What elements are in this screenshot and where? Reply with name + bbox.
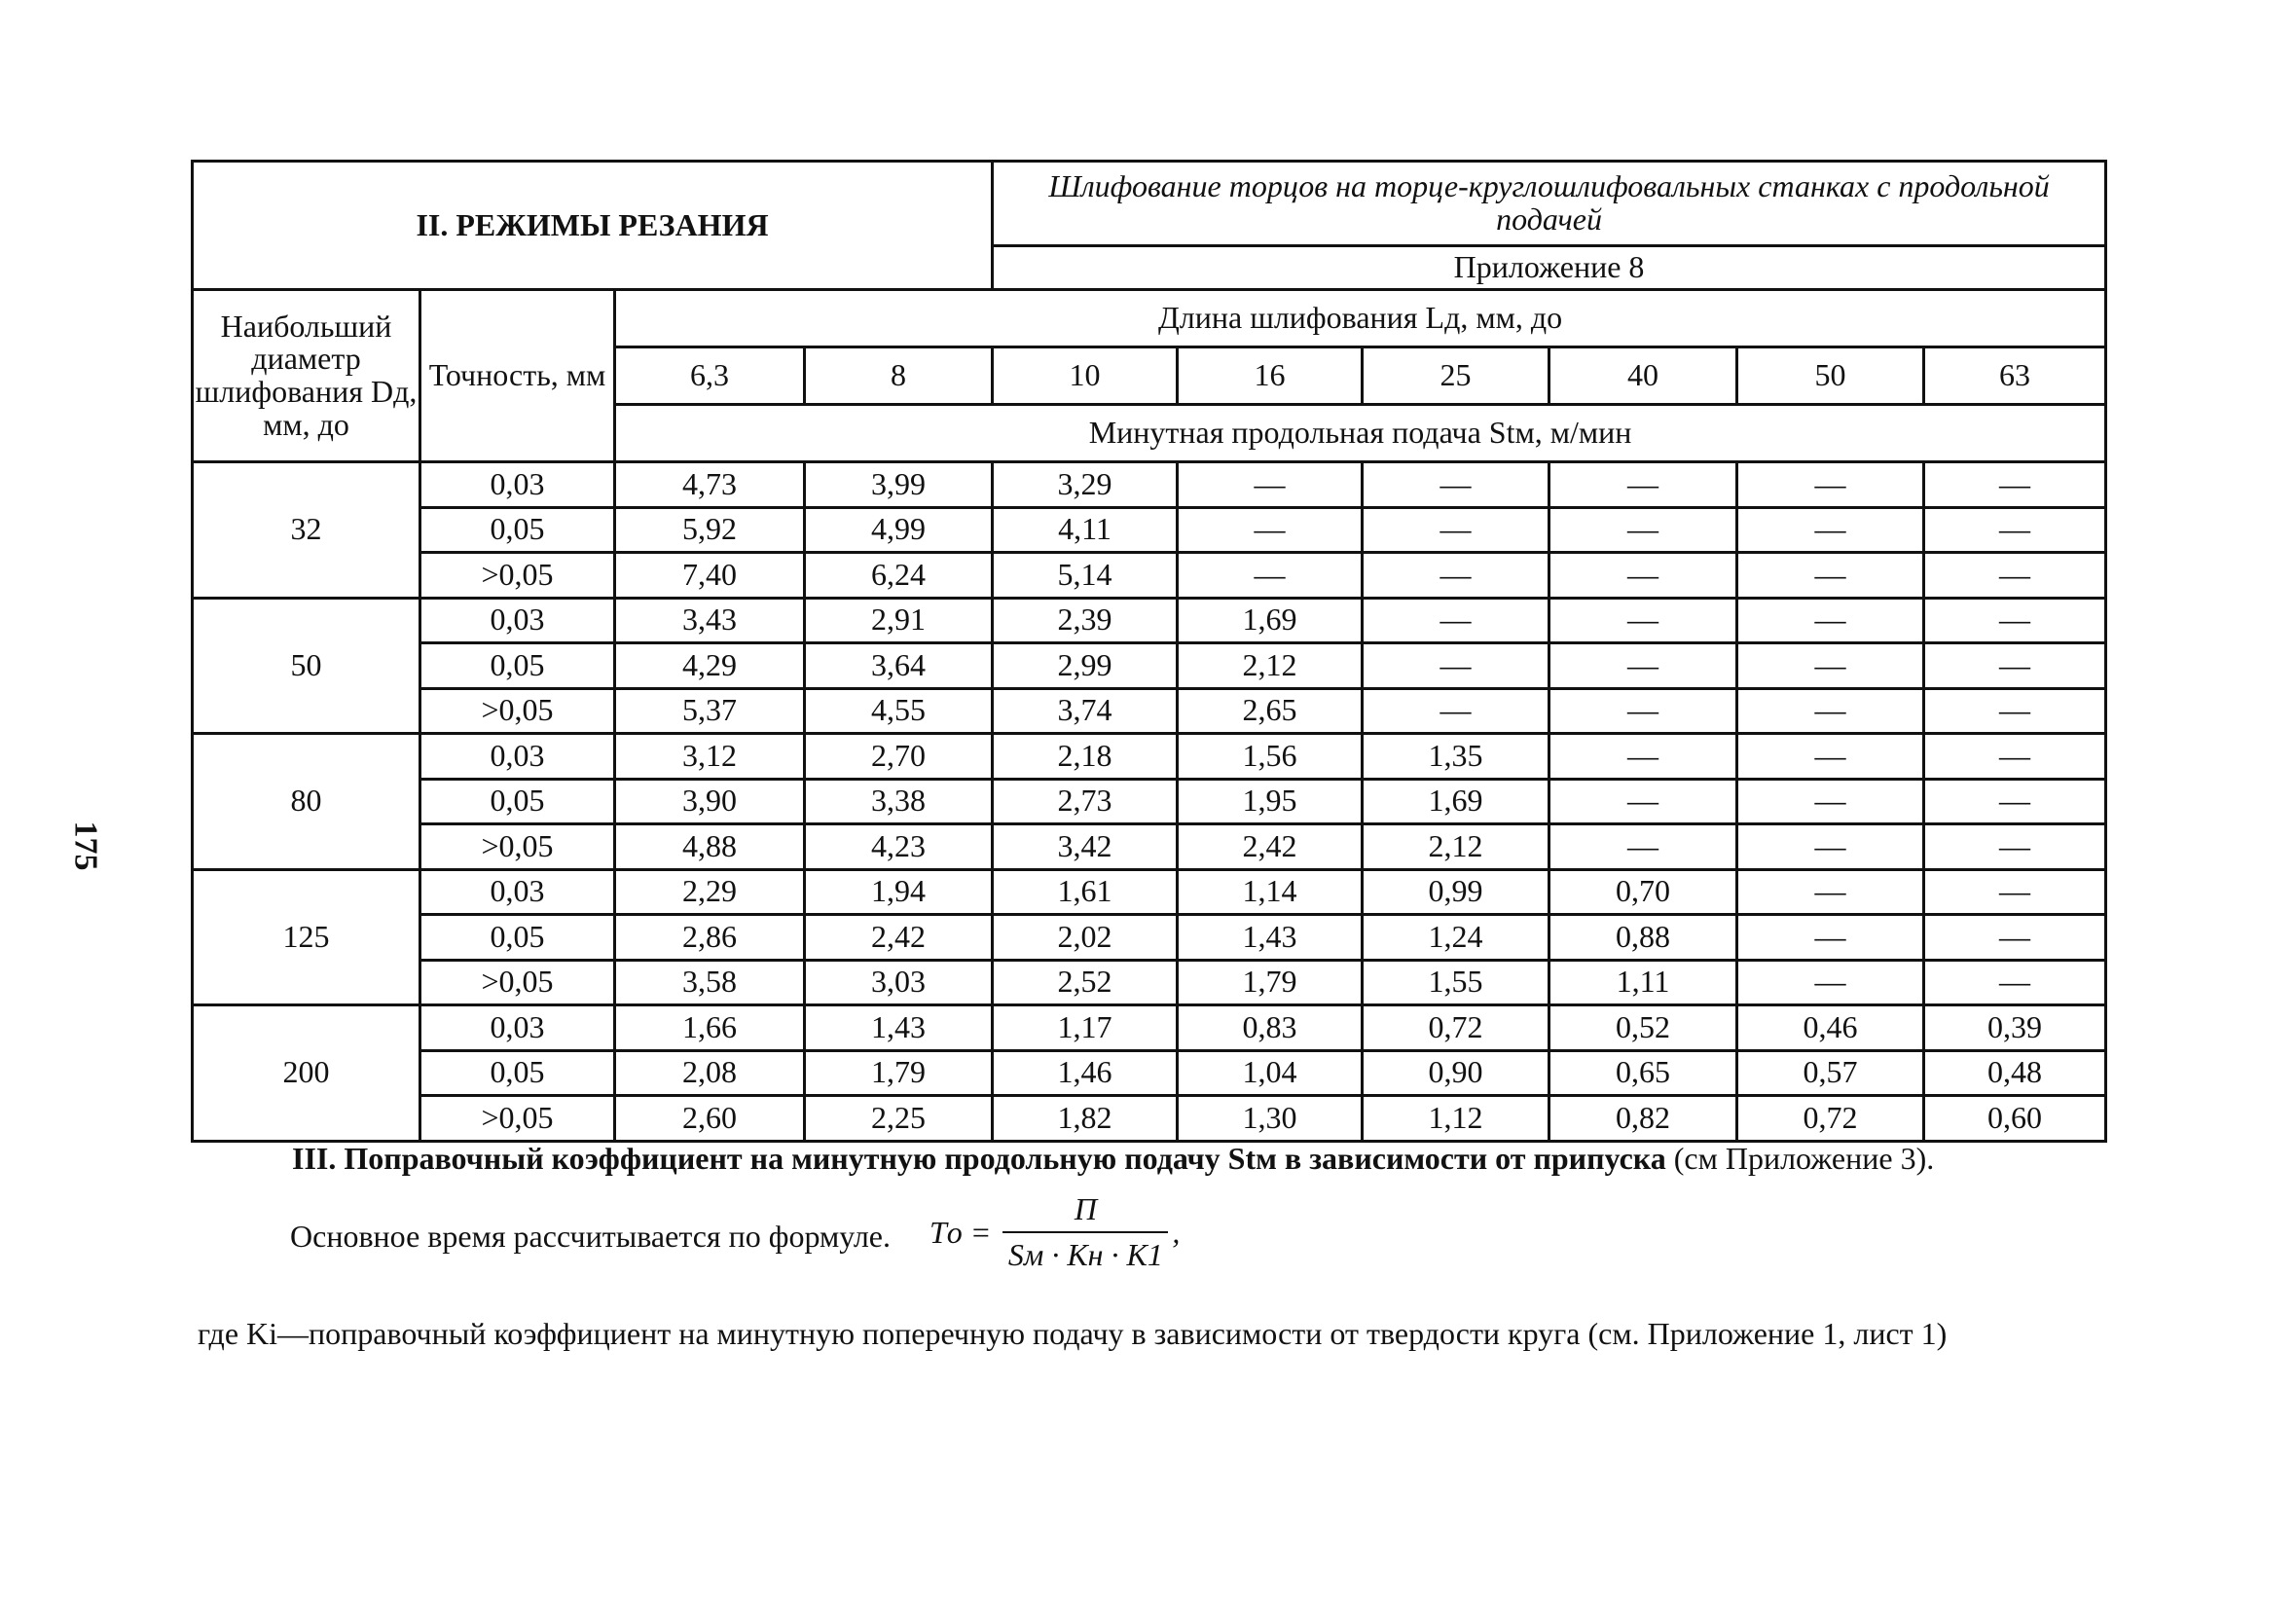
feed-value-cell: 0,99 — [1363, 869, 1549, 915]
feed-value-cell: 1,04 — [1178, 1050, 1363, 1096]
feed-value-cell: 1,61 — [993, 869, 1178, 915]
feed-value-cell: — — [1737, 688, 1924, 734]
time-formula — [929, 1191, 1180, 1273]
table-subject: Шлифование торцов на торце-круглошлифовальных станках с продольной подачей — [993, 162, 2106, 246]
feed-value-cell: — — [1549, 734, 1737, 780]
feed-value-cell: — — [1363, 643, 1549, 689]
feed-value-cell: — — [1549, 643, 1737, 689]
length-value: 10 — [993, 347, 1178, 405]
feed-value-cell: — — [1549, 824, 1737, 870]
feed-value-cell: 2,42 — [805, 915, 993, 961]
feed-value-cell: — — [1924, 598, 2106, 643]
feed-value-cell: 3,38 — [805, 779, 993, 824]
ki-note: где Ki—поправочный коэффициент на минутную поперечную подачу в зависимости от твердости круга (см. Приложение 1, лист 1) — [198, 1316, 1948, 1351]
feed-value-cell: — — [1924, 553, 2106, 599]
table-row — [193, 507, 2106, 553]
feed-value-cell: 5,92 — [615, 507, 805, 553]
accuracy-cell: 0,05 — [420, 643, 615, 689]
accuracy-cell: 0,05 — [420, 779, 615, 824]
feed-value-cell: 5,14 — [993, 553, 1178, 599]
feed-value-cell: 0,72 — [1363, 1005, 1549, 1051]
feed-value-cell: 2,25 — [805, 1096, 993, 1142]
formula-denominator: Sм · Kн · K1 — [1007, 1237, 1163, 1272]
feed-value-cell: 2,12 — [1363, 824, 1549, 870]
feed-value-cell: — — [1178, 553, 1363, 599]
feed-value-cell: — — [1924, 688, 2106, 734]
table-row — [193, 688, 2106, 734]
feed-value-cell: — — [1737, 734, 1924, 780]
feed-header: Минутная продольная подача Stм, м/мин — [615, 405, 2106, 462]
feed-value-cell: 1,82 — [993, 1096, 1178, 1142]
cutting-modes-table — [191, 160, 2107, 1143]
feed-value-cell: 6,24 — [805, 553, 993, 599]
accuracy-cell: >0,05 — [420, 960, 615, 1005]
table-row — [193, 643, 2106, 689]
table-row — [193, 462, 2106, 508]
feed-value-cell: 1,95 — [1178, 779, 1363, 824]
feed-value-cell: 1,79 — [805, 1050, 993, 1096]
feed-value-cell: 2,60 — [615, 1096, 805, 1142]
feed-value-cell: 1,66 — [615, 1005, 805, 1051]
formula-numerator: П — [1002, 1191, 1168, 1233]
feed-value-cell: 3,58 — [615, 960, 805, 1005]
feed-value-cell: 3,74 — [993, 688, 1178, 734]
feed-value-cell: 1,17 — [993, 1005, 1178, 1051]
feed-value-cell: 7,40 — [615, 553, 805, 599]
table-row — [193, 1096, 2106, 1142]
accuracy-cell: 0,05 — [420, 507, 615, 553]
diameter-cell: 125 — [193, 869, 420, 1005]
feed-value-cell: 3,43 — [615, 598, 805, 643]
feed-value-cell: 1,46 — [993, 1050, 1178, 1096]
feed-value-cell: 2,12 — [1178, 643, 1363, 689]
feed-value-cell: 2,73 — [993, 779, 1178, 824]
correction-reference: (см Приложение 3). — [1665, 1141, 1935, 1176]
feed-value-cell: 0,52 — [1549, 1005, 1737, 1051]
accuracy-cell: >0,05 — [420, 1096, 615, 1142]
length-value: 63 — [1924, 347, 2106, 405]
accuracy-cell: >0,05 — [420, 688, 615, 734]
feed-value-cell: 4,88 — [615, 824, 805, 870]
table-row — [193, 734, 2106, 780]
feed-value-cell: — — [1924, 915, 2106, 961]
feed-value-cell: — — [1737, 643, 1924, 689]
feed-value-cell: 3,12 — [615, 734, 805, 780]
feed-value-cell: — — [1549, 688, 1737, 734]
feed-value-cell: 2,70 — [805, 734, 993, 780]
feed-value-cell: 2,42 — [1178, 824, 1363, 870]
feed-value-cell: 1,11 — [1549, 960, 1737, 1005]
table-row — [193, 1050, 2106, 1096]
accuracy-cell: 0,03 — [420, 869, 615, 915]
feed-value-cell: 3,64 — [805, 643, 993, 689]
feed-value-cell: — — [1363, 462, 1549, 508]
feed-value-cell: 5,37 — [615, 688, 805, 734]
feed-value-cell: — — [1924, 643, 2106, 689]
feed-value-cell: 2,99 — [993, 643, 1178, 689]
feed-value-cell: — — [1924, 960, 2106, 1005]
feed-value-cell: — — [1737, 462, 1924, 508]
accuracy-cell: 0,03 — [420, 1005, 615, 1051]
feed-value-cell: 3,99 — [805, 462, 993, 508]
feed-value-cell: 3,42 — [993, 824, 1178, 870]
feed-value-cell: 0,88 — [1549, 915, 1737, 961]
table-row — [193, 869, 2106, 915]
appendix-label: Приложение 8 — [993, 246, 2106, 290]
feed-value-cell: — — [1363, 553, 1549, 599]
length-value: 25 — [1363, 347, 1549, 405]
feed-value-cell: 0,46 — [1737, 1005, 1924, 1051]
feed-value-cell: 1,79 — [1178, 960, 1363, 1005]
feed-value-cell: — — [1549, 462, 1737, 508]
feed-value-cell: — — [1549, 779, 1737, 824]
table-row — [193, 915, 2106, 961]
feed-value-cell: — — [1924, 824, 2106, 870]
feed-value-cell: 0,90 — [1363, 1050, 1549, 1096]
table-row — [193, 779, 2106, 824]
feed-value-cell: — — [1924, 734, 2106, 780]
feed-value-cell: 4,11 — [993, 507, 1178, 553]
feed-value-cell: 1,14 — [1178, 869, 1363, 915]
feed-value-cell: — — [1924, 462, 2106, 508]
diameter-cell: 32 — [193, 462, 420, 599]
feed-value-cell: 1,24 — [1363, 915, 1549, 961]
length-value: 6,3 — [615, 347, 805, 405]
feed-value-cell: — — [1737, 869, 1924, 915]
feed-value-cell: 1,94 — [805, 869, 993, 915]
feed-value-cell: 1,55 — [1363, 960, 1549, 1005]
table-row — [193, 960, 2106, 1005]
section-title: II. РЕЖИМЫ РЕЗАНИЯ — [193, 162, 993, 290]
feed-value-cell: 1,56 — [1178, 734, 1363, 780]
formula-trailing: , — [1172, 1214, 1181, 1250]
table-row — [193, 1005, 2106, 1051]
feed-value-cell: 0,72 — [1737, 1096, 1924, 1142]
length-value: 40 — [1549, 347, 1737, 405]
accuracy-cell: 0,03 — [420, 734, 615, 780]
feed-value-cell: 0,83 — [1178, 1005, 1363, 1051]
feed-value-cell: 0,48 — [1924, 1050, 2106, 1096]
table-row — [193, 553, 2106, 599]
feed-value-cell: — — [1178, 507, 1363, 553]
feed-value-cell: 4,55 — [805, 688, 993, 734]
feed-value-cell: 4,29 — [615, 643, 805, 689]
feed-value-cell: — — [1178, 462, 1363, 508]
feed-value-cell: — — [1363, 598, 1549, 643]
feed-value-cell: — — [1549, 598, 1737, 643]
accuracy-cell: 0,05 — [420, 915, 615, 961]
time-formula-intro: Основное время рассчитывается по формуле. — [290, 1219, 891, 1254]
feed-value-cell: 3,03 — [805, 960, 993, 1005]
feed-value-cell: 2,39 — [993, 598, 1178, 643]
diameter-cell: 50 — [193, 598, 420, 734]
feed-value-cell: — — [1737, 824, 1924, 870]
feed-value-cell: — — [1737, 598, 1924, 643]
feed-value-cell: — — [1737, 915, 1924, 961]
feed-value-cell: 1,69 — [1178, 598, 1363, 643]
formula-fraction — [1002, 1191, 1168, 1273]
accuracy-cell: >0,05 — [420, 824, 615, 870]
accuracy-cell: 0,03 — [420, 598, 615, 643]
feed-value-cell: 1,30 — [1178, 1096, 1363, 1142]
feed-value-cell: 0,39 — [1924, 1005, 2106, 1051]
feed-value-cell: — — [1549, 553, 1737, 599]
feed-value-cell: — — [1549, 507, 1737, 553]
feed-value-cell: — — [1737, 779, 1924, 824]
correction-title: III. Поправочный коэффициент на минутную продольную подачу Stм в зависимости от припуска — [292, 1141, 1666, 1176]
feed-value-cell: 4,23 — [805, 824, 993, 870]
correction-note — [292, 1141, 1934, 1177]
feed-value-cell: 1,35 — [1363, 734, 1549, 780]
feed-value-cell: 0,70 — [1549, 869, 1737, 915]
feed-value-cell: 1,12 — [1363, 1096, 1549, 1142]
accuracy-cell: 0,03 — [420, 462, 615, 508]
formula-lhs: Tо = — [929, 1214, 992, 1250]
length-value: 50 — [1737, 347, 1924, 405]
feed-value-cell: 2,86 — [615, 915, 805, 961]
length-value: 16 — [1178, 347, 1363, 405]
feed-value-cell: — — [1737, 960, 1924, 1005]
feed-value-cell: 4,99 — [805, 507, 993, 553]
feed-value-cell: 2,02 — [993, 915, 1178, 961]
feed-value-cell: 2,08 — [615, 1050, 805, 1096]
feed-value-cell: — — [1737, 507, 1924, 553]
accuracy-column-header: Точность, мм — [420, 290, 615, 462]
feed-value-cell: — — [1363, 507, 1549, 553]
feed-value-cell: 0,65 — [1549, 1050, 1737, 1096]
feed-value-cell: — — [1924, 779, 2106, 824]
diameter-cell: 200 — [193, 1005, 420, 1142]
accuracy-cell: >0,05 — [420, 553, 615, 599]
feed-value-cell: 2,52 — [993, 960, 1178, 1005]
feed-value-cell: 1,69 — [1363, 779, 1549, 824]
feed-value-cell: 0,57 — [1737, 1050, 1924, 1096]
feed-value-cell: 1,43 — [1178, 915, 1363, 961]
table-row — [193, 824, 2106, 870]
feed-value-cell: 3,29 — [993, 462, 1178, 508]
feed-value-cell: — — [1924, 507, 2106, 553]
feed-value-cell: 3,90 — [615, 779, 805, 824]
feed-value-cell: 2,65 — [1178, 688, 1363, 734]
feed-value-cell: — — [1363, 688, 1549, 734]
feed-value-cell: 2,91 — [805, 598, 993, 643]
feed-value-cell: 1,43 — [805, 1005, 993, 1051]
feed-value-cell: 2,18 — [993, 734, 1178, 780]
diameter-cell: 80 — [193, 734, 420, 870]
accuracy-cell: 0,05 — [420, 1050, 615, 1096]
feed-value-cell: 2,29 — [615, 869, 805, 915]
length-value: 8 — [805, 347, 993, 405]
length-header: Длина шлифования Lд, мм, до — [615, 290, 2106, 347]
feed-value-cell: — — [1737, 553, 1924, 599]
feed-value-cell: — — [1924, 869, 2106, 915]
table-row — [193, 598, 2106, 643]
feed-value-cell: 0,82 — [1549, 1096, 1737, 1142]
feed-value-cell: 4,73 — [615, 462, 805, 508]
page-number: 175 — [67, 821, 104, 871]
diameter-column-header: Наибольший диаметр шлифования Dд, мм, до — [193, 290, 420, 462]
feed-value-cell: 0,60 — [1924, 1096, 2106, 1142]
